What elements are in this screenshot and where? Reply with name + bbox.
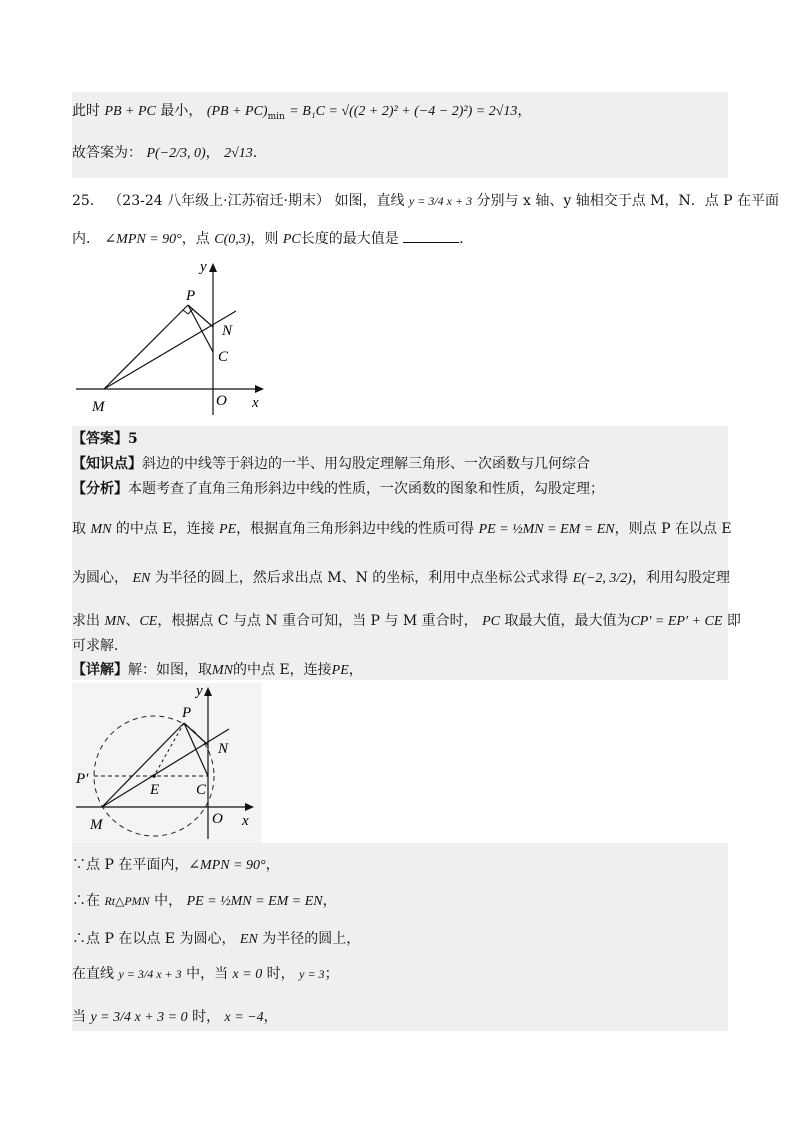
segment-pn	[188, 305, 213, 327]
label-p: P	[182, 705, 192, 721]
label-o: O	[216, 393, 227, 409]
analysis-line-2	[72, 519, 732, 540]
step-3	[72, 929, 360, 950]
label-e: E	[150, 782, 160, 798]
x-arrow	[255, 385, 264, 393]
text: ，根据直角三角形斜边中线的性质可得	[236, 521, 475, 537]
math-expr: CP′ = EP′ + CE	[630, 614, 723, 629]
y-arrow	[209, 263, 217, 272]
problem-line-1	[72, 191, 779, 211]
text: ．	[459, 231, 474, 247]
math-expr: = B₁C = √((2 + 2)² + (−4 − 2)²) = 2√13	[289, 104, 518, 119]
text: 即	[726, 613, 741, 629]
math-expr: PE = ½MN = EM = EN	[186, 894, 323, 909]
text: 为半径的圆上，然后求出点 M、N 的坐标，利用中点坐标公式求得	[154, 570, 569, 586]
math-expr: MN	[104, 614, 126, 629]
text: ，	[322, 893, 337, 909]
analysis-line-5	[72, 636, 128, 656]
text: 时，	[266, 966, 295, 982]
text: 在直线	[72, 966, 114, 982]
detail-tag: 【详解】	[72, 662, 128, 678]
answer-tag: 【答案】	[72, 431, 128, 447]
point-e-dot	[152, 774, 156, 778]
answer-line	[72, 429, 138, 449]
label-c: C	[196, 782, 207, 798]
label-p-prime: P′	[76, 771, 89, 787]
step-5	[72, 1007, 278, 1028]
figure-1	[72, 255, 272, 420]
math-expr: EN	[132, 571, 151, 586]
math-expr: PE = ½MN = EM = EN	[478, 522, 615, 537]
text: 取最大值，最大值为	[504, 613, 631, 629]
text: 解：如图，取	[128, 662, 212, 678]
text: ，	[348, 662, 363, 678]
text: ∵点 P 在平面内，	[72, 857, 189, 873]
text: 中，当	[186, 966, 229, 982]
label-p: P	[186, 288, 196, 304]
text: ，	[265, 857, 280, 873]
text: 为半径的圆上，	[262, 931, 361, 947]
point-c: C(0,3)	[214, 232, 251, 247]
text: 分别与 x 轴、y 轴相交于点 M，N．点 P 在平面	[476, 193, 780, 209]
text: 中，	[154, 893, 183, 909]
text: ；	[324, 966, 339, 982]
label-m: M	[90, 817, 103, 833]
label-n: N	[218, 741, 229, 757]
text: 长度的最大值是	[300, 231, 399, 247]
label-n: N	[222, 323, 233, 339]
label-m: M	[92, 399, 105, 415]
math-expr: y = 3	[299, 967, 325, 981]
text: 求出	[72, 613, 100, 629]
text: 可求解．	[72, 638, 128, 654]
prev-answer-line	[72, 143, 267, 164]
point-p-answer: P(−2/3, 0)	[146, 146, 206, 161]
step-4	[72, 964, 339, 985]
text: 取	[72, 521, 86, 537]
text: ，	[263, 1009, 278, 1025]
math-expr: ∠MPN = 90°	[188, 858, 266, 873]
text: 、	[125, 613, 140, 629]
math-expr: y = 3/4 x + 3 = 0	[90, 1010, 188, 1025]
text: 为圆心，	[72, 570, 128, 586]
point-e: E(−2, 3/2)	[572, 571, 632, 586]
knowledge-tag: 【知识点】	[72, 456, 142, 472]
text: ∴点 P 在以点 E 为圆心，	[72, 931, 236, 947]
math-expr: PE	[331, 663, 349, 678]
problem-line-2	[72, 229, 473, 250]
knowledge-text: 斜边的中线等于斜边的一半、用勾股定理解三角形、一次函数与几何综合	[142, 456, 590, 472]
text: ，则点 P 在以点 E	[614, 521, 732, 537]
angle-expr: ∠MPN = 90°	[104, 232, 182, 247]
step-2	[72, 891, 337, 912]
label-y: y	[200, 259, 207, 275]
text: 的中点 E，连接	[115, 521, 215, 537]
text: ，则	[250, 231, 279, 247]
text: 的中点 E，连接	[233, 662, 332, 678]
text: 内．	[72, 231, 100, 247]
text: 时，	[192, 1009, 221, 1025]
text: ，根据点 C 与点 N 重合可知，当 P 与 M 重合时，	[157, 613, 478, 629]
math-expr: MN	[90, 522, 112, 537]
math-expr: EN	[239, 932, 258, 947]
text: ，利用勾股定理	[631, 570, 730, 586]
min-value: 2√13	[224, 146, 253, 161]
analysis-line-1	[72, 479, 604, 499]
segment-pc: PC	[282, 232, 301, 247]
label-y: y	[196, 683, 203, 699]
math-expr: (PB + PC)	[206, 104, 268, 119]
math-expr: MN	[212, 663, 233, 678]
label-o: O	[212, 811, 223, 827]
step-1	[72, 855, 280, 876]
analysis-line-4	[72, 611, 741, 632]
answer-blank	[403, 230, 459, 243]
math-expr: x = 0	[232, 967, 263, 982]
text: 如图，直线	[334, 193, 405, 209]
math-expr: y = 3/4 x + 3	[118, 967, 182, 981]
subscript: min	[267, 111, 285, 122]
knowledge-line	[72, 454, 590, 474]
analysis-tag: 【分析】	[72, 481, 128, 497]
math-expr: PE	[219, 522, 237, 537]
text: ，	[205, 145, 220, 161]
figure-2	[72, 683, 262, 843]
prev-line-1	[72, 101, 531, 127]
text: ，	[517, 103, 532, 119]
text: 最小，	[160, 103, 203, 119]
text: ．	[252, 145, 267, 161]
segment-pc	[188, 305, 213, 352]
analysis-text: 本题考查了直角三角形斜边中线的性质，一次函数的图象和性质，勾股定理；	[128, 481, 604, 497]
problem-number: 25．	[72, 193, 104, 209]
text: 故答案为：	[72, 145, 142, 161]
label-x: x	[242, 813, 249, 829]
text: ，点	[181, 231, 210, 247]
math-expr: Rt△PMN	[104, 894, 150, 908]
text: 当	[72, 1009, 86, 1025]
detail-line	[72, 660, 363, 681]
math-expr: PC	[482, 614, 501, 629]
math-expr: CE	[139, 614, 158, 629]
math-expr: x = −4	[224, 1010, 264, 1025]
line-equation: y = 3/4 x + 3	[408, 194, 473, 208]
answer-value: 5	[128, 431, 138, 447]
label-x: x	[252, 395, 259, 411]
analysis-line-3	[72, 568, 730, 589]
text: ∴在	[72, 893, 100, 909]
math-expr: PB + PC	[104, 104, 156, 119]
text: 此时	[72, 103, 100, 119]
problem-source: （23-24 八年级上·江苏宿迁·期末）	[108, 193, 330, 209]
label-c: C	[218, 349, 229, 365]
